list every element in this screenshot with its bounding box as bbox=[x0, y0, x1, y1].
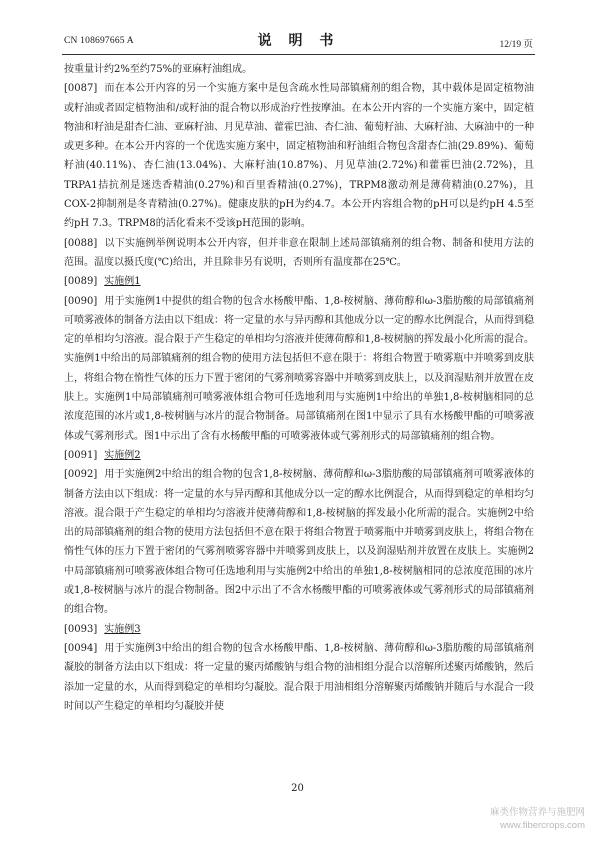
body-paragraph bbox=[64, 639, 534, 716]
body-paragraph bbox=[64, 79, 534, 233]
section-heading: 实施例2 bbox=[104, 449, 141, 461]
section-heading-paragraph bbox=[64, 446, 534, 465]
section-heading-paragraph bbox=[64, 272, 534, 291]
paragraph-number: [0087] bbox=[64, 83, 98, 95]
page-header bbox=[64, 30, 533, 52]
paragraph-number: [0093] bbox=[64, 623, 98, 635]
body-paragraph bbox=[64, 292, 534, 446]
paragraph-text: 以下实施例举例说明本公开内容，但并非意在限制上述局部镇痛剂的组合物、制备和使用方法的范围。温度以摄氏度(℃)给出，并且除非另有说明，否则所有温度都在25℃。 bbox=[64, 237, 534, 268]
paragraph-text: 用于实施例2中给出的组合物的包含1,8-桉树脑、薄荷醇和ω-3脂肪酸的局部镇痛剂可喷雾液体的制备方法由以下组成：将一定量的水与异丙醇和其他成分以一定的醇水比例混合，从而得到稳定的单相均匀溶液。混合限于产生稳定的单相均匀溶液并使薄荷醇和1,8-桉树脑的挥发最小化所需的混合。实施例2中给出的局部镇痛剂的组合物的使用方法包括但不意在限于将组合物置于喷雾瓶中并喷雾到皮肤上，将组合物在惰性气体的压力下置于密闭的气雾剂喷雾容器中并喷雾到皮肤上，以及润湿贴剂并放置在皮肤上。实施例2中局部镇痛剂可喷雾液体组合物可任选地利用与实施例2中给出的单独1,8-桉树脑相同的总浓度范围的冰片或1,8-桉树脑与冰片的混合物制备。图2中示出了不含水杨酸甲酯的可喷雾液体或气雾剂形式的局部镇痛剂的组合物。 bbox=[64, 469, 534, 616]
section-heading: 实施例3 bbox=[104, 623, 141, 635]
watermark-name: 麻类作物营养与施肥网 bbox=[489, 807, 585, 818]
paragraph-number: [0092] bbox=[64, 469, 98, 481]
section-heading-paragraph bbox=[64, 620, 534, 639]
paragraph-number: [0091] bbox=[64, 449, 98, 461]
watermark-url: www.fibercrops.com bbox=[500, 820, 585, 831]
body-paragraph bbox=[64, 234, 534, 273]
paragraph-number: [0088] bbox=[64, 237, 98, 249]
paragraph-text: 用于实施例3中给出的组合物的包含水杨酸甲酯、1,8-桉树脑、薄荷醇和ω-3脂肪酸的局部镇痛剂凝胶的制备方法由以下组成：将一定量的聚丙烯酸钠与组合物的油相组分混合以溶解所述聚丙烯酸钠，然后添加一定量的水，从而得到稳定的单相均匀凝胶。混合限于用油相组分溶解聚丙烯酸钠并随后与水混合一段时间以产生稳定的单相均匀凝胶并使 bbox=[64, 642, 534, 712]
paragraph-number: [0089] bbox=[64, 276, 98, 288]
publication-number: CN 108697665 A bbox=[64, 36, 134, 46]
document-body bbox=[64, 60, 534, 716]
header-rule bbox=[62, 54, 535, 55]
paragraph-text: 按重量计约2%至约75%的亚麻籽油组成。 bbox=[64, 64, 253, 75]
body-paragraph bbox=[64, 465, 534, 619]
body-paragraph bbox=[64, 60, 534, 79]
section-heading: 实施例1 bbox=[104, 276, 141, 288]
document-title: 说 明 书 bbox=[257, 33, 340, 49]
site-watermark bbox=[490, 806, 585, 832]
paragraph-text: 用于实施例1中提供的组合物的包含水杨酸甲酯、1,8-桉树脑、薄荷醇和ω-3脂肪酸的局部镇痛剂可喷雾液体的制备方法由以下组成：将一定量的水与异丙醇和其他成分以一定的醇水比例混合，从而得到稳定的单相均匀溶液。混合限于产生稳定的单相均匀溶液并使薄荷醇和1,8-桉树脑的挥发最小化所需的混合。实施例1中给出的局部镇痛剂的组合物的使用方法包括但不意在限于：将组合物置于喷雾瓶中并喷雾到皮肤上，将组合物在惰性气体的压力下置于密闭的气雾剂喷雾容器中并喷雾到皮肤上，以及润湿贴剂并放置在皮肤上。实施例1中局部镇痛剂可喷雾液体组合物可任选地利用与实施例1中给出的单独1,8-桉树脑相同的总浓度范围的冰片或1,8-桉树脑与冰片的混合物制备。局部镇痛剂在图1中显示了具有水杨酸甲酯的可喷雾液体或气雾剂形式。图1中示出了含有水杨酸甲酯的可喷雾液体或气雾剂形式的局部镇痛剂的组合物。 bbox=[64, 295, 534, 442]
page-ratio: 12/19 页 bbox=[499, 40, 533, 50]
page-number: 20 bbox=[291, 783, 304, 794]
paragraph-text: 而在本公开内容的另一个实施方案中是包含疏水性局部镇痛剂的组合物，其中载体是固定植物油或籽油或者固定植物油和/或籽油的混合物以形成治疗性按摩油。在本公开内容的一个实施方案中，固定植物油和籽油是甜杏仁油、亚麻籽油、月见草油、藿霍巴油、杏仁油、葡萄籽油、大麻籽油、大麻油中的一种或更多种。在本公开内容的一个优选实施方案中，固定植物油和籽油组合物包含甜杏仁油(29.89%)、葡萄籽油(40.11%)、杏仁油(13.04%)、大麻籽油(10.87%)、月见草油(2.72%)和藿霍巴油(2.72%)，且TRPA1拮抗剂是迷迭香精油(0.27%)和百里香精油(0.27%)，TRPM8激动剂是薄荷精油(0.27%)，且COX-2抑制剂是冬青精油(0.27%)。健康皮肤的pH为约4.7。本公开内容组合物的pH可以是约pH 4.5至约pH 7.3。TRPM8的活化看来不受该pH范围的影响。 bbox=[64, 83, 534, 230]
paragraph-number: [0090] bbox=[64, 295, 98, 307]
paragraph-number: [0094] bbox=[64, 642, 98, 654]
